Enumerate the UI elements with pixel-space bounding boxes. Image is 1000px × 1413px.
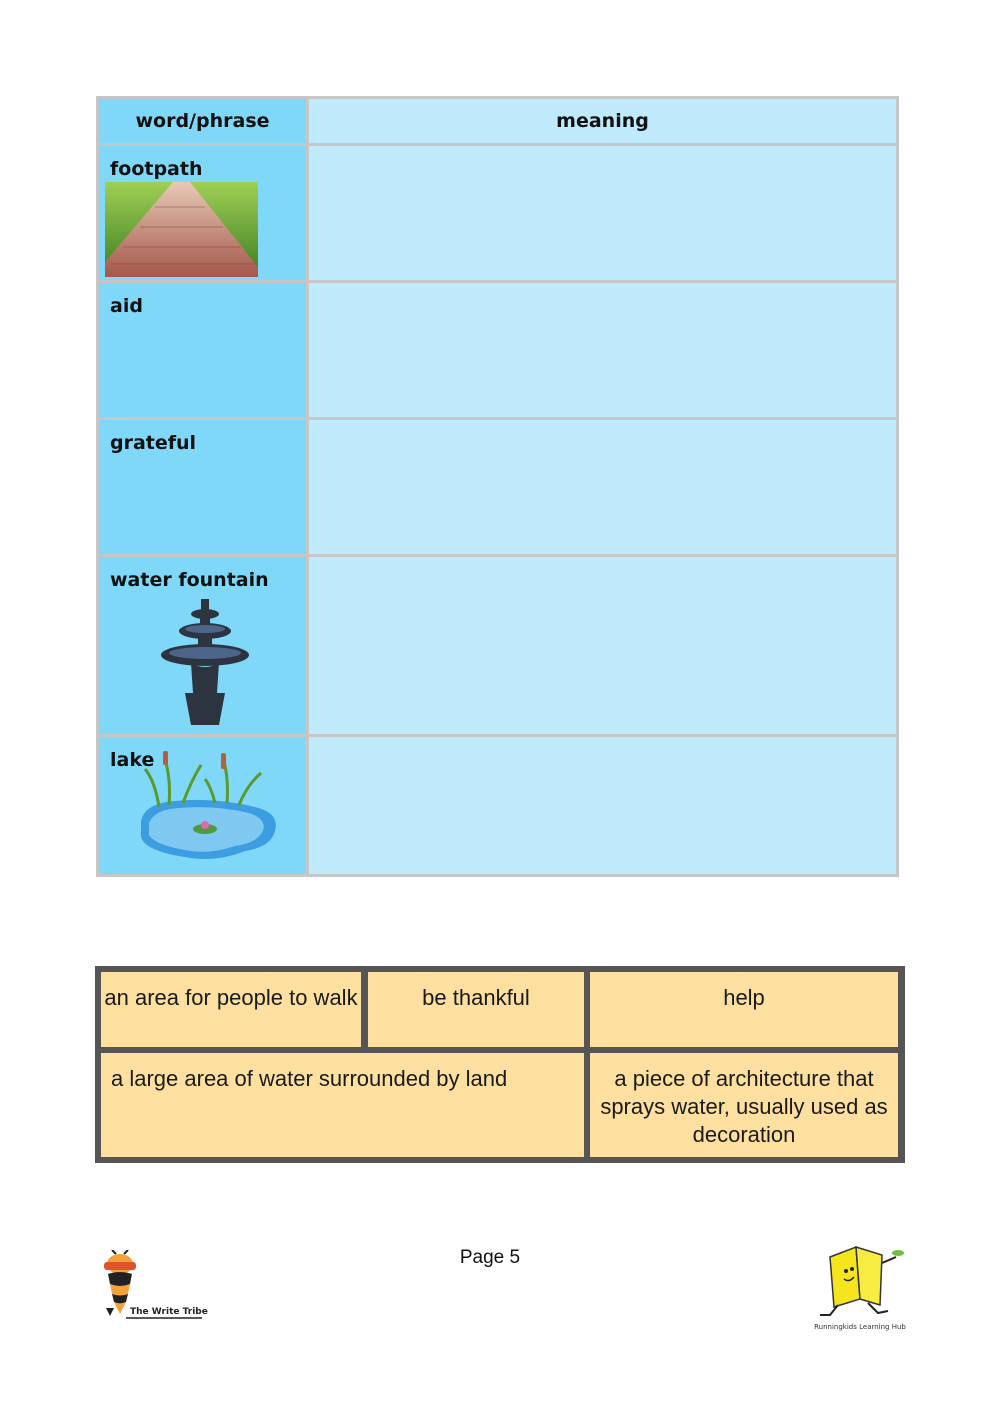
word-cell-lake: [99, 737, 306, 874]
answer-option-walk-area[interactable]: an area for people to walk: [101, 972, 361, 1047]
fountain-icon: [157, 597, 253, 729]
footpath-photo: [105, 182, 258, 277]
vocabulary-table: [96, 96, 899, 877]
word-label: water fountain: [110, 569, 269, 591]
header-meaning: meaning: [309, 99, 896, 143]
runningkids-logo: [812, 1243, 907, 1343]
running-book-icon: [812, 1243, 907, 1321]
word-label: footpath: [110, 158, 203, 180]
write-tribe-logo-text: The Write Tribe: [130, 1307, 208, 1317]
answer-option-fountain-definition[interactable]: a piece of architecture that sprays water, usually used as decoration: [590, 1053, 898, 1157]
word-cell-water-fountain: [99, 557, 306, 734]
meaning-cell-water-fountain[interactable]: [309, 557, 896, 734]
write-tribe-logo: [96, 1250, 206, 1330]
word-label: grateful: [110, 432, 197, 454]
meaning-cell-grateful[interactable]: [309, 420, 896, 554]
answer-option-lake-definition[interactable]: a large area of water surrounded by land: [101, 1053, 584, 1157]
word-label: lake: [110, 749, 155, 771]
meaning-cell-lake[interactable]: [309, 737, 896, 874]
word-label: aid: [110, 295, 143, 317]
meaning-cell-aid[interactable]: [309, 283, 896, 417]
runningkids-logo-text: Runningkids Learning Hub: [814, 1323, 906, 1331]
word-cell-aid: [99, 283, 306, 417]
word-cell-grateful: [99, 420, 306, 554]
page-number: Page 5: [459, 1247, 521, 1268]
meaning-cell-footpath[interactable]: [309, 146, 896, 280]
lake-icon: [135, 751, 280, 867]
answer-option-thankful[interactable]: be thankful: [368, 972, 584, 1047]
header-word-phrase: word/phrase: [99, 99, 306, 143]
answer-bank: [95, 966, 905, 1163]
bee-icon: [96, 1250, 206, 1330]
word-cell-footpath: [99, 146, 306, 280]
answer-option-help[interactable]: help: [590, 972, 898, 1047]
